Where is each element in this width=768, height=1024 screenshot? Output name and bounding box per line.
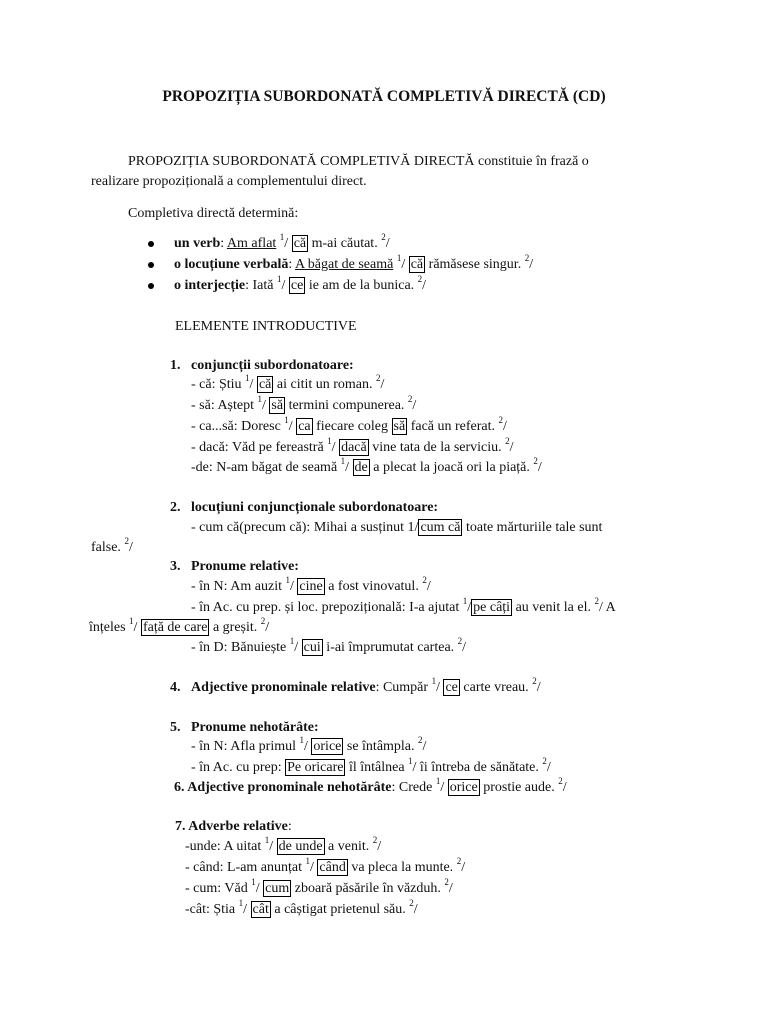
keyword-box: ce <box>290 278 304 293</box>
marker-superscript: 1 <box>129 616 134 626</box>
marker-superscript: 2 <box>498 415 504 425</box>
marker-superscript: 1 <box>264 835 270 845</box>
s3-item-ac: - în Ac. cu prep. și loc. prepozițională: I-a ajutat $^1$/ pe câți au venit la el. $^2$/ A <box>191 596 616 615</box>
marker-superscript: 1 <box>289 636 295 646</box>
keyword-box: orice <box>449 780 478 795</box>
keyword-box: să <box>271 398 284 413</box>
keyword-box: să <box>393 419 406 434</box>
bullet-dot <box>148 262 154 268</box>
bullet-dot <box>148 283 154 289</box>
s7-item-cand: - când: L-am anunțat $^1$/ când va pleca la munte. $^2$/ <box>185 856 466 875</box>
s5-item-n: - în N: Afla primul $^1$/ orice se întâmpla. $^2$/ <box>191 735 427 754</box>
marker-superscript: 2 <box>376 373 381 383</box>
marker-superscript: 1 <box>285 575 290 585</box>
marker-superscript: 2 <box>594 596 599 606</box>
marker-superscript: 1 <box>238 898 244 908</box>
page-title: PROPOZIȚIA SUBORDONATĂ COMPLETIVĂ DIRECTĂ (CD) <box>162 88 606 105</box>
keyword-box: că <box>258 377 272 392</box>
marker-superscript: 2 <box>260 616 266 626</box>
section-heading-elemente: ELEMENTE INTRODUCTIVE <box>175 319 357 334</box>
marker-superscript: 2 <box>417 274 423 284</box>
keyword-box: pe câți <box>473 600 511 615</box>
intro-line-2: realizare propozițională a complementului direct. <box>91 174 367 189</box>
keyword-box: că <box>410 257 424 272</box>
marker-superscript: 2 <box>457 636 463 646</box>
marker-superscript: 1 <box>435 776 441 786</box>
s1-item-daca: - dacă: Văd pe fereastră $^1$/ dacă vine tata de la serviciu. $^2$/ <box>191 436 514 455</box>
keyword-box: Pe oricare <box>287 760 344 775</box>
intro-term: PROPOZIȚIA SUBORDONATĂ COMPLETIVĂ DIRECTĂ <box>128 154 475 169</box>
section-2-heading: 2. locuțiuni conjuncționale subordonatoare: <box>170 500 439 515</box>
bullet-dot <box>148 241 154 247</box>
s2-item-cum-ca: - cum că(precum că): Mihai a susținut 1/ cum că toate mărturiile tale sunt <box>191 520 603 535</box>
marker-superscript: 2 <box>558 776 563 786</box>
marker-superscript: 1 <box>257 394 262 404</box>
marker-superscript: 2 <box>533 456 538 466</box>
marker-superscript: 1 <box>305 856 311 866</box>
marker-superscript: 2 <box>409 898 414 908</box>
keyword-box: cât <box>252 902 269 917</box>
section-5-heading: 5. Pronume nehotărâte: <box>170 720 319 735</box>
bullet-item-interjectie: o interjecție: Iată $^1$/ ce ie am de la bunica. $^2$/ <box>174 274 427 293</box>
marker-superscript: 2 <box>532 676 537 686</box>
marker-superscript: 2 <box>524 253 530 263</box>
keyword-box: orice <box>313 739 342 754</box>
section-7-heading: 7. Adverbe relative: <box>175 819 292 834</box>
marker-superscript: 2 <box>444 877 449 887</box>
bullet-item-verb: un verb: Am aflat $^1$/ că m-ai căutat. $^2$/ <box>174 232 390 251</box>
keyword-box: față de care <box>142 620 208 635</box>
marker-superscript: 2 <box>381 232 386 242</box>
marker-superscript: 1 <box>251 877 256 887</box>
marker-superscript: 2 <box>542 756 547 766</box>
s7-item-cat: -cât: Știa $^1$/ cât a câștigat prietenul său. $^2$/ <box>185 898 418 917</box>
keyword-box: cum <box>265 881 290 896</box>
s7-item-cum: - cum: Văd $^1$/ cum zboară păsările în văzduh. $^2$/ <box>185 877 453 896</box>
marker-superscript: 1 <box>340 456 346 466</box>
marker-superscript: 1 <box>284 415 289 425</box>
marker-superscript: 1 <box>431 676 437 686</box>
marker-superscript: 2 <box>372 835 378 845</box>
marker-superscript: 1 <box>245 373 250 383</box>
marker-superscript: 1 <box>396 253 402 263</box>
marker-superscript: 2 <box>124 536 129 546</box>
s5-item-ac: - în Ac. cu prep: Pe oricare îl întâlnea $^1$/ îi întreba de sănătate. $^2$/ <box>191 756 551 775</box>
s3-item-n: - în N: Am auzit $^1$/ cine a fost vinovatul. $^2$/ <box>191 575 431 594</box>
s3-item-ac-cont: înțeles $^1$/ față de care a greșit. $^2$/ <box>89 616 270 635</box>
s2-item-cont: false. $^2$/ <box>91 536 133 555</box>
determina-text: Completiva directă determină: <box>128 206 299 221</box>
s3-item-d: - în D: Bănuiește $^1$/ cui i-ai împrumutat cartea. $^2$/ <box>191 636 467 655</box>
intro-line-1: PROPOZIȚIA SUBORDONATĂ COMPLETIVĂ DIRECTĂ constituie în frază o <box>128 154 589 169</box>
marker-superscript: 1 <box>327 436 332 446</box>
keyword-box: ca <box>298 419 311 434</box>
keyword-box: cui <box>303 640 321 655</box>
s1-item-sa: - să: Aștept $^1$/ să termini compunerea. $^2$/ <box>191 394 417 413</box>
bullet-item-locutiune: o locuțiune verbală: A băgat de seamă $^1$/ că rămăsese singur. $^2$/ <box>174 253 534 272</box>
s1-item-ca: - că: Știu $^1$/ că ai citit un roman. $^2$/ <box>191 373 385 392</box>
keyword-box: cum că <box>420 520 461 535</box>
keyword-box: ce <box>445 680 458 695</box>
marker-superscript: 2 <box>418 735 423 745</box>
section-1-heading: 1. conjuncții subordonatoare: <box>170 358 354 373</box>
marker-superscript: 1 <box>277 274 282 284</box>
marker-superscript: 2 <box>505 436 510 446</box>
section-3-heading: 3. Pronume relative: <box>170 559 299 574</box>
marker-superscript: 1 <box>462 596 468 606</box>
s1-item-de: -de: N-am băgat de seamă $^1$/ de a plecat la joacă ori la piață. $^2$/ <box>191 456 542 475</box>
section-4-line: 4. Adjective pronominale relative: Cumpăr $^1$/ ce carte vreau. $^2$/ <box>170 676 541 695</box>
keyword-box: cine <box>299 579 323 594</box>
keyword-box: dacă <box>341 440 367 455</box>
marker-superscript: 1 <box>279 232 285 242</box>
keyword-box: de unde <box>278 839 323 854</box>
marker-superscript: 2 <box>456 856 462 866</box>
keyword-box: de <box>354 460 368 475</box>
s1-item-ca-sa: - ca...să: Doresc $^1$/ ca fiecare coleg să facă un referat. $^2$/ <box>191 415 507 434</box>
keyword-box: când <box>319 860 346 875</box>
s7-item-unde: -unde: A uitat $^1$/ de unde a venit. $^2$/ <box>185 835 382 854</box>
marker-superscript: 2 <box>422 575 427 585</box>
marker-superscript: 1 <box>408 756 413 766</box>
keyword-box: că <box>293 236 307 251</box>
marker-superscript: 2 <box>407 394 413 404</box>
marker-superscript: 1 <box>299 735 304 745</box>
section-6-line: 6. Adjective pronominale nehotărâte: Crede $^1$/ orice prostie aude. $^2$/ <box>174 776 567 795</box>
